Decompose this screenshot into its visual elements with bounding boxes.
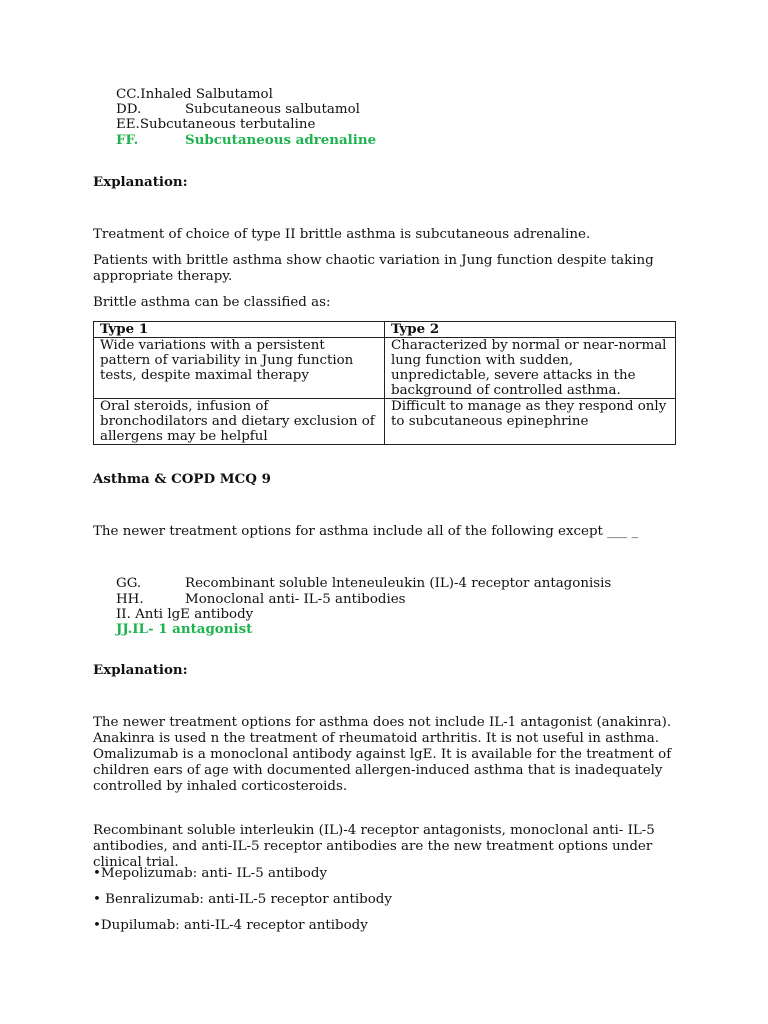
option-text: Monoclonal anti- IL-5 antibodies bbox=[185, 592, 406, 607]
option-letter: JJ. bbox=[116, 621, 133, 637]
option-text: Subcutaneous adrenaline bbox=[185, 132, 377, 148]
option-letter: DD. bbox=[116, 102, 142, 117]
question-text: The newer treatment options for asthma include all of the following except ___ _ bbox=[93, 524, 639, 539]
table-row bbox=[94, 399, 676, 445]
explanation-paragraph: Brittle asthma can be classified as: bbox=[93, 295, 331, 310]
bullet-item: •Mepolizumab: anti- IL-5 antibody bbox=[93, 866, 328, 881]
option-text: Inhaled Salbutamol bbox=[140, 87, 273, 102]
option-text: Anti lgE antibody bbox=[135, 607, 254, 622]
table-cell: Wide variations with a persistent pattern of variability in Jung function tests, despite maximal therapy bbox=[94, 338, 385, 399]
table-cell: Oral steroids, infusion of bronchodilators and dietary exclusion of allergens may be helpful bbox=[94, 399, 385, 445]
table-cell: Difficult to manage as they respond only to subcutaneous epinephrine bbox=[385, 399, 676, 445]
option-ii bbox=[116, 607, 253, 622]
option-letter: CC. bbox=[116, 87, 141, 102]
option-cc bbox=[116, 87, 273, 102]
explanation-heading: Explanation: bbox=[93, 662, 188, 678]
table-header-row bbox=[94, 322, 676, 338]
option-letter: EE. bbox=[116, 117, 140, 132]
option-gg bbox=[116, 576, 612, 591]
option-hh bbox=[116, 592, 406, 607]
table-header-type1: Type 1 bbox=[94, 322, 385, 338]
option-letter: II. bbox=[116, 607, 131, 622]
table-cell: Characterized by normal or near-normal lung function with sudden, unpredictable, severe attacks in the background of controlled asthma. bbox=[385, 338, 676, 399]
explanation-paragraph: Recombinant soluble interleukin (IL)-4 receptor antagonists, monoclonal anti- IL-5 antibodies, and anti-IL-5 receptor antibodies are the new treatment options under clinical trial. bbox=[93, 823, 655, 870]
option-text: Subcutaneous terbutaline bbox=[139, 117, 316, 132]
option-text: Subcutaneous salbutamol bbox=[185, 102, 360, 117]
explanation-paragraph: Patients with brittle asthma show chaotic variation in Jung function despite taking appropriate therapy. bbox=[93, 253, 654, 284]
option-letter: HH. bbox=[116, 592, 144, 607]
explanation-heading: Explanation: bbox=[93, 174, 188, 190]
brittle-asthma-table bbox=[93, 321, 676, 445]
table-header-type2: Type 2 bbox=[385, 322, 676, 338]
option-text: IL- 1 antagonist bbox=[132, 621, 253, 637]
question-title: Asthma & COPD MCQ 9 bbox=[93, 471, 271, 487]
option-ee bbox=[116, 117, 315, 132]
table-row bbox=[94, 338, 676, 399]
explanation-paragraph: Treatment of choice of type II brittle asthma is subcutaneous adrenaline. bbox=[93, 227, 591, 242]
bullet-item: •Dupilumab: anti-IL-4 receptor antibody bbox=[93, 918, 368, 933]
option-letter: FF. bbox=[116, 132, 139, 148]
option-ff-correct bbox=[116, 132, 377, 148]
bullet-item: • Benralizumab: anti-IL-5 receptor antibody bbox=[93, 892, 392, 907]
explanation-paragraph: The newer treatment options for asthma does not include IL-1 antagonist (anakinra). Anakinra is used n the treatment of rheumatoid arthritis. It is not useful in asthma. Omalizumab is a monoclonal antibody against lgE. It is available for the treatment of children ears of age with documented allergen-induced asthma that is inadequately controlled by inhaled corticosteroids. bbox=[93, 715, 672, 794]
option-text: Recombinant soluble lnteneuleukin (IL)-4 receptor antagonisis bbox=[185, 576, 612, 591]
option-letter: GG. bbox=[116, 576, 142, 591]
option-dd bbox=[116, 102, 360, 117]
option-jj-correct bbox=[116, 622, 252, 637]
